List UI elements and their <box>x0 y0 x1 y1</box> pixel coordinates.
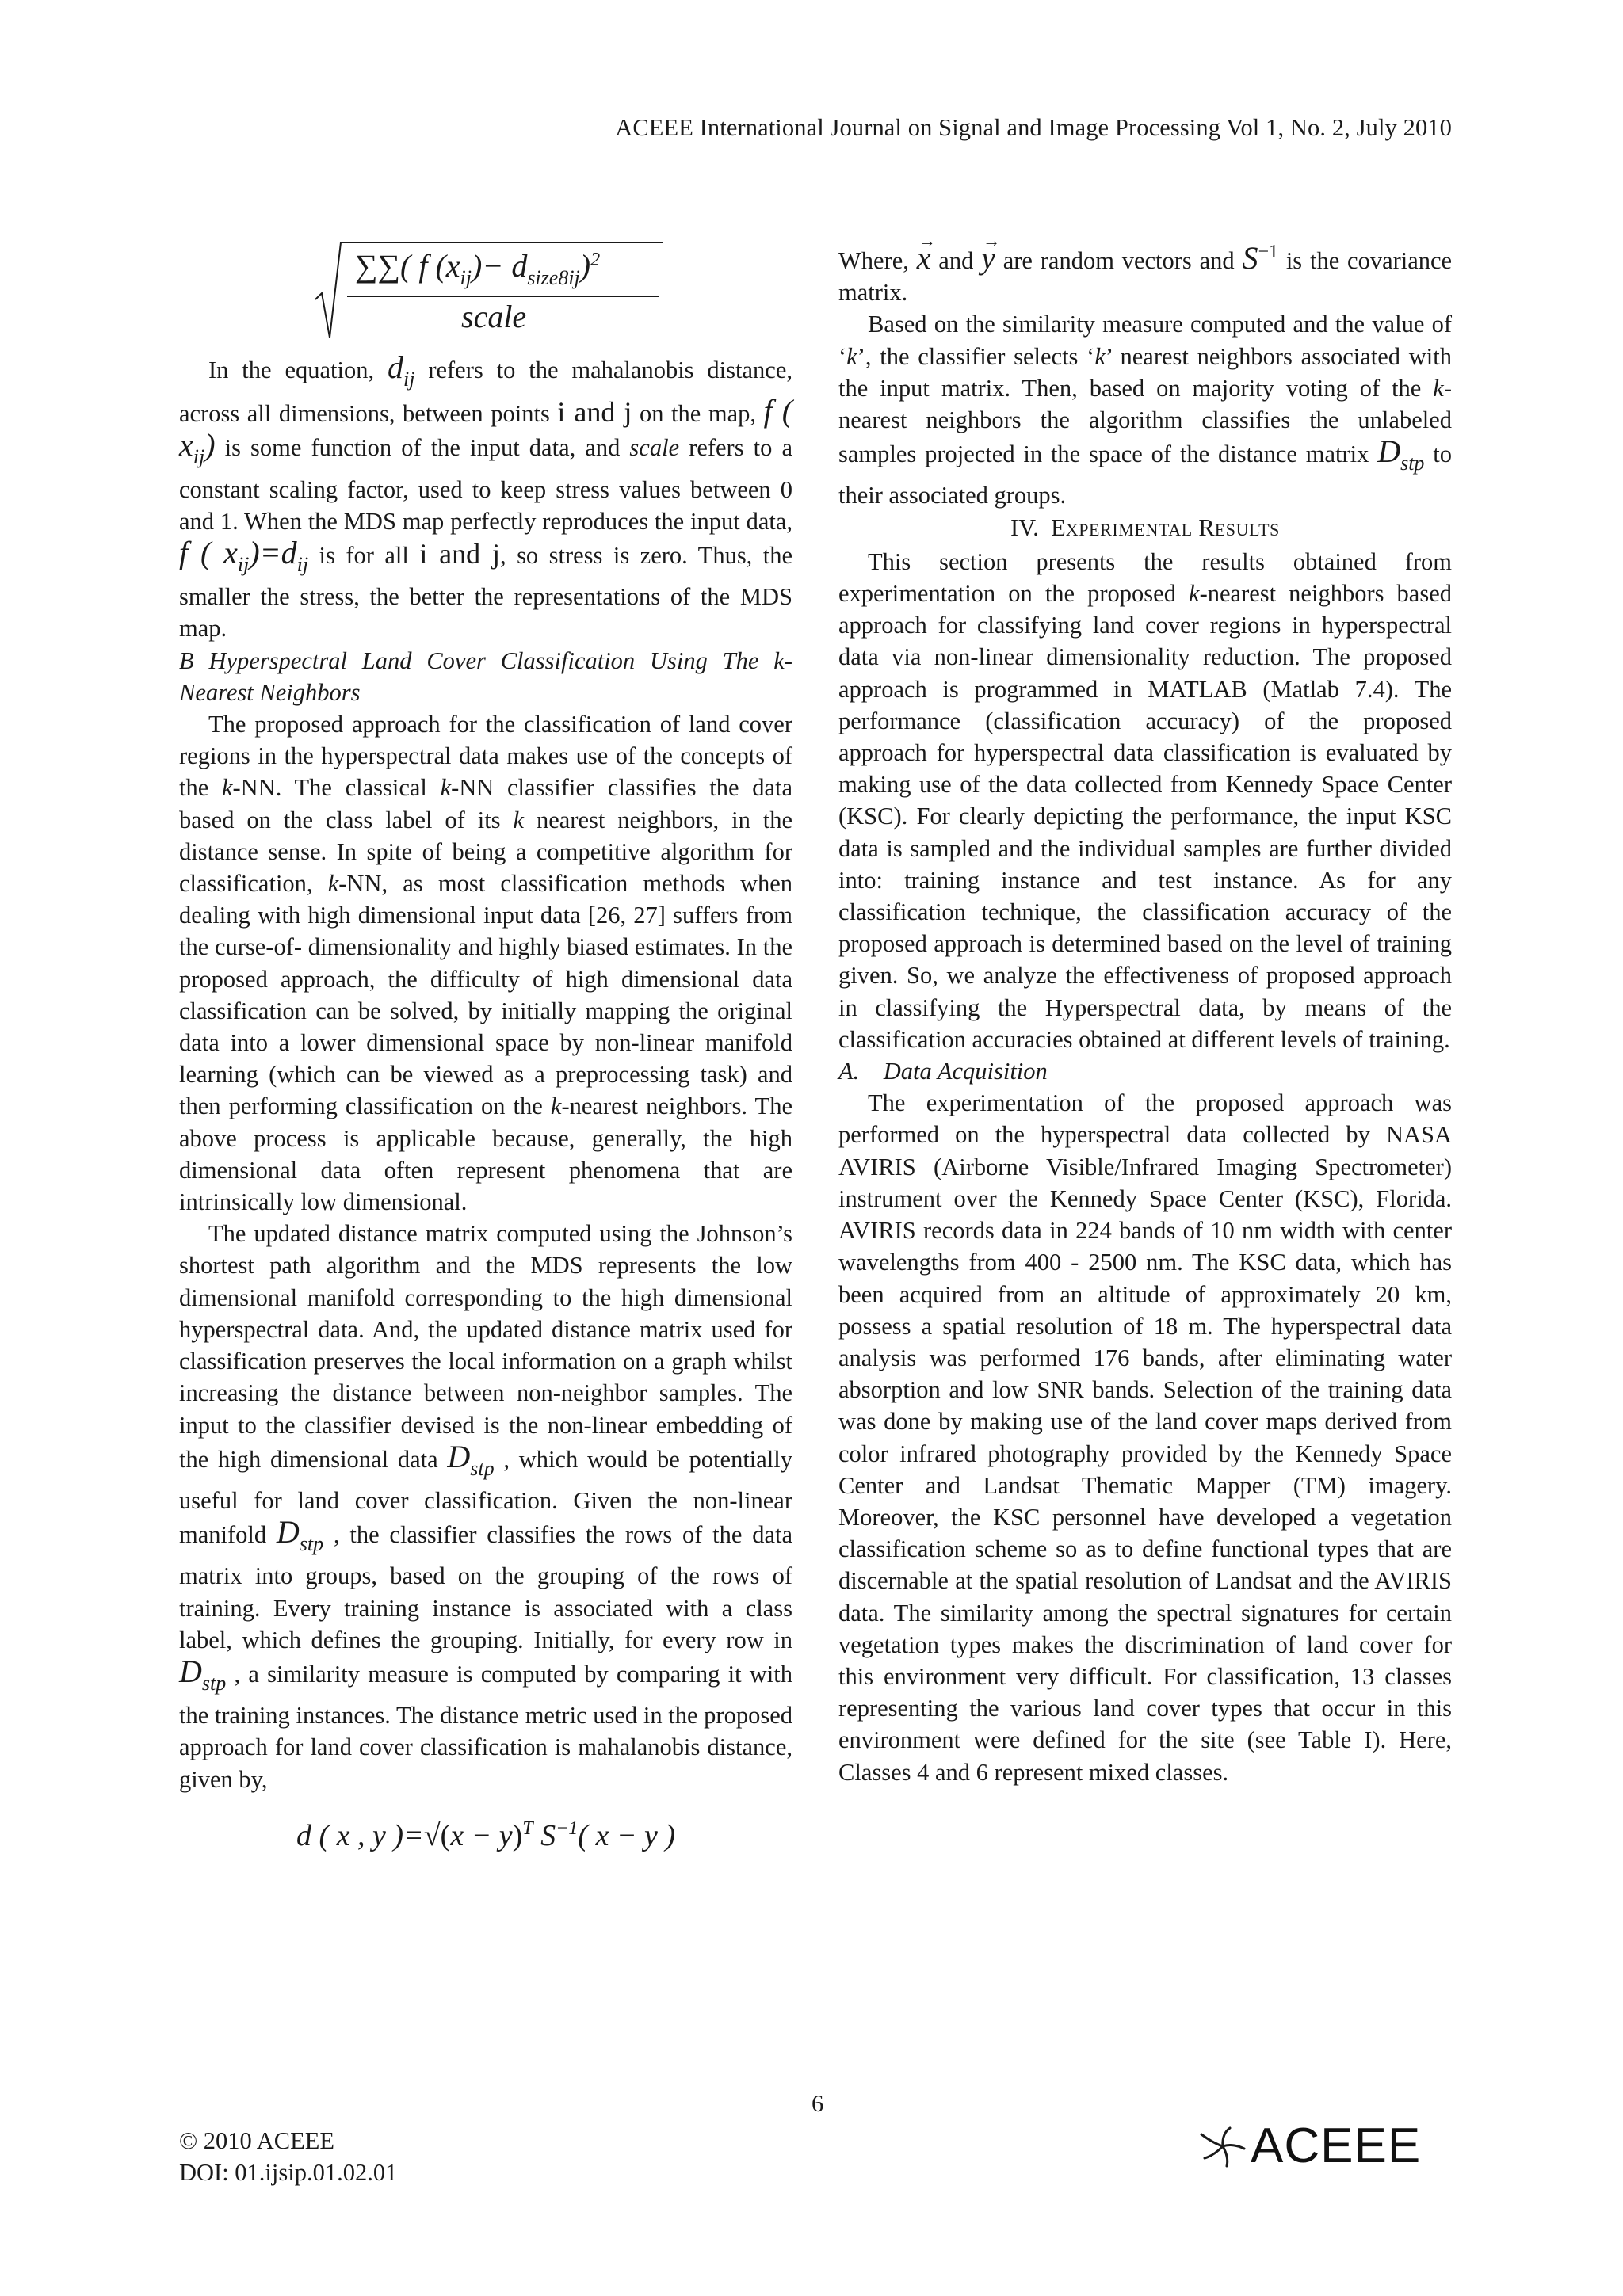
subsection-b-heading: B Hyperspectral Land Cover Classification Using The k-Nearest Neighbors <box>179 646 792 706</box>
aceee-logo <box>1198 2118 1421 2174</box>
stress-denominator: scale <box>461 299 527 334</box>
paragraph-knn-approach: The proposed approach for the classification of land cover regions in the hyperspectral data makes use of the concepts of the k-NN. The classical k-NN classifier classifies the data based on the class label of its k nearest neighbors, in the distance sense. In spite of being a competitive algorithm for classification, k-NN, as most classification methods when dealing with high dimensional input data [26, 27] suffers from the curse-of- dimensionality and highly biased estimates. In the proposed approach, the difficulty of high dimensional data classification can be solved, by initially mapping the original data into a lower dimensional space by non-linear manifold learning (which can be viewed as a preprocessing task) and then performing classification on the k-nearest neighbors. The above process is applicable because, generally, the high dimensional data often represent phenomena that are intrinsically low dimensional. <box>179 711 793 1216</box>
subsection-a-heading: A. Data Acquisition <box>838 1058 1048 1085</box>
page-number: 6 <box>812 2090 824 2117</box>
paragraph-data-acquisition: The experimentation of the proposed approach was performed on the hyperspectral data collected by NASA AVIRIS (Airborne Visible/Infrared Imaging Spectrometer) instrument over the Kennedy Space Center (KSC), Florida. AVIRIS records data in 224 bands of 10 nm width with center wavelengths from 400 - 2500 nm. The KSC data, which has been acquired from an altitude of approximately 20 km, possess a spatial resolution of 18 m. The hyperspectral data analysis was performed 176 bands, after eliminating water absorption and low SNR bands. Selection of the training data was done by making use of the land cover maps derived from color infrared photography provided by the Kennedy Space Center and Landsat Thematic Mapper (TM) imagery. Moreover, the KSC personnel have developed a vegetation classification scheme so as to define functional types that are discernable at the spatial resolution of Landsat and the AVIRIS data. The similarity among the spectral signatures for certain vegetation types makes the discrimination of land cover for this environment very difficult. For classification, 13 classes representing the various land cover types that occur in this environment were defined for the site (see Table I). Here, Classes 4 and 6 represent mixed classes. <box>838 1089 1452 1786</box>
logo-text: ACEEE <box>1251 2119 1422 2173</box>
paragraph-distance-matrix: The updated distance matrix computed using the Johnson’s shortest path algorithm and the MDS represents the low dimensional manifold corresponding to the high dimensional hyperspectral data. And, the updated distance matrix used for classification preserves the local information on a graph whilst increasing the distance between non-neighbor samples. The input to the classifier devised is the non-linear embedding of the high dimensional data Dstp , which would be potentially useful for land cover classification. Given the non-linear manifold Dstp , the classifier classifies the rows of the data matrix into groups, based on the grouping of the rows of training. Every training instance is associated with a class label, which defines the grouping. Initially, for every row in Dstp , a similarity measure is computed by comparing it with the training instances. The distance metric used in the proposed approach for land cover classification is mahalanobis distance, given by, <box>179 1220 793 1793</box>
stress-equation <box>179 231 792 352</box>
left-column <box>179 231 792 1859</box>
mahalanobis-equation: d ( x , y )$=√(x - y)^T$ $S^{-1}$( x − y ) <box>296 1817 675 1852</box>
section-iv-heading: IV. EXPERIMENTAL RESULTS <box>1010 513 1281 541</box>
doi-line: DOI: 01.ijsip.01.02.01 <box>179 2159 398 2186</box>
paragraph-similarity-voting: Based on the similarity measure computed and the value of ‘k’, the classifier selects ‘k’ nearest neighbors associated with the input matrix. Then, based on majority voting of the k-nearest neighbors the algorithm classifies the unlabeled samples projected in the space of the distance matrix Dstp to their associated groups. <box>838 311 1453 509</box>
journal-header: ACEEE International Journal on Signal and Image Processing Vol 1, No. 2, July 2010 <box>615 114 1452 141</box>
paragraph-where: Where, → x and → y are random vectors and $S^{-1}$ is the covariance matrix. <box>838 236 1452 308</box>
paragraph-stress-definition: In the equation, dij refers to the mahalanobis distance, across all dimensions, between points i and j on the map, f ( xij) is some function of the input data, and scale refers to a constant scaling factor, used to keep stress values between 0 and 1. When the MDS map perfectly reproduces the input data, f ( xij)=dij is for all i and j, so stress is zero. Thus, the smaller the stress, the better the representations of the MDS map. <box>179 349 793 643</box>
stress-numerator: ∑∑( f $(x_{ij})- d_{size8ij})^2$ <box>355 248 601 289</box>
star-icon <box>1198 2125 1247 2168</box>
right-column <box>838 231 1452 1788</box>
footer-info <box>179 2125 397 2188</box>
paragraph-experimental-results: This section presents the results obtained from experimentation on the proposed k-nearest neighbors based approach for classifying land cover regions in hyperspectral data via non-linear dimensionality reduction. The proposed approach is programmed in MATLAB (Matlab 7.4). The performance (classification accuracy) of the proposed approach for hyperspectral data classification is evaluated by making use of the data collected from Kennedy Space Center (KSC). For clearly depicting the performance, the input KSC data is sampled and the individual samples are further divided into: training instance and test instance. As for any classification technique, the classification accuracy of the proposed approach is determined based on the level of training given. So, we analyze the effectiveness of proposed approach in classifying the Hyperspectral data, by means of the classification accuracies obtained at different levels of training. <box>838 547 1452 1053</box>
copyright-line: © 2010 ACEEE <box>179 2127 335 2154</box>
